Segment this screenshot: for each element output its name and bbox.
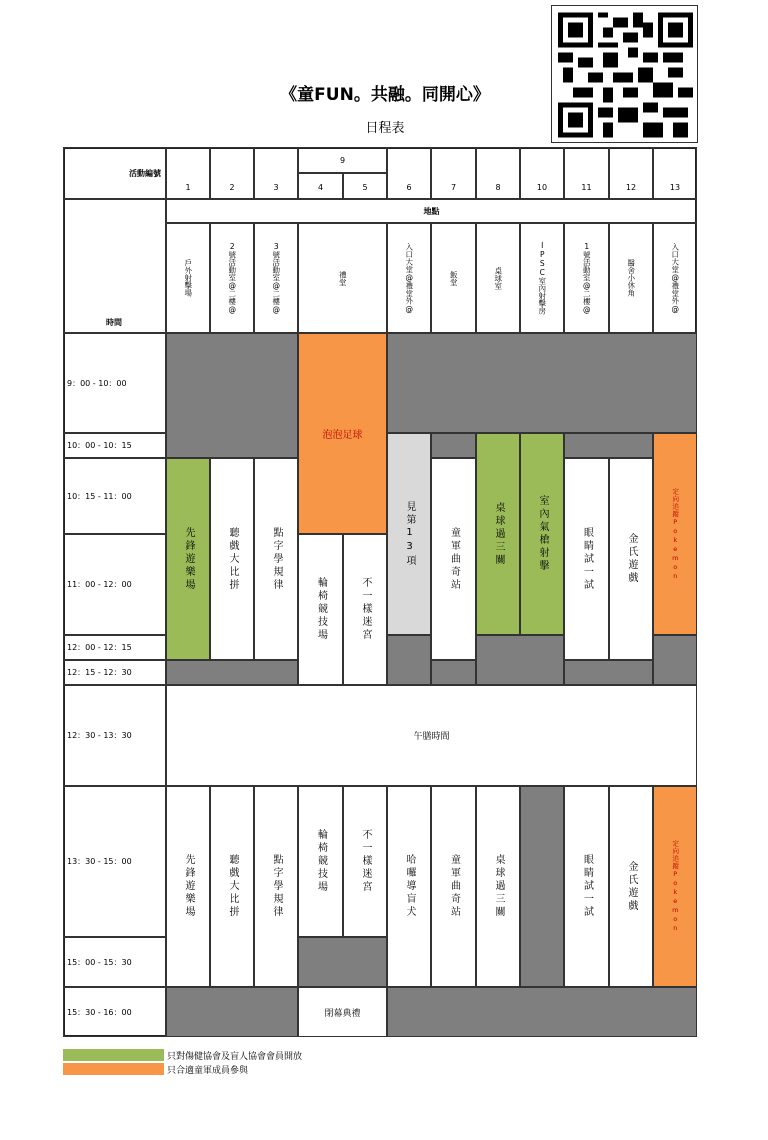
activity-guide-dog[interactable]	[387, 786, 431, 987]
activity-label: 定向追蹤Pokemon	[671, 487, 680, 581]
activity-label: 點字學規律	[271, 526, 282, 592]
activity-game-contest[interactable]	[210, 458, 254, 660]
time-slot: 15：30 - 16：00	[63, 987, 166, 1037]
location-label: 1號活動室@二樓@	[582, 242, 592, 314]
time-slot: 11：00 - 12：00	[63, 534, 166, 635]
page-subtitle: 日程表	[365, 121, 405, 136]
activity-eye-test[interactable]	[564, 458, 609, 660]
location-col-3	[254, 223, 298, 333]
col-header-8: 8	[476, 147, 520, 199]
activity-kim-game[interactable]	[609, 458, 653, 660]
location-label: 入口大堂@禮堂外@	[404, 242, 414, 314]
activity-closing[interactable]	[298, 987, 387, 1037]
unavailable-block	[166, 987, 298, 1037]
activity-eye-test-pm[interactable]	[564, 786, 609, 987]
time-slot: 15：00 - 15：30	[63, 937, 166, 987]
activity-label: 午膳時間	[413, 732, 450, 742]
page-title: 《童FUN。共融。同開心》	[280, 85, 490, 105]
lunch-block	[166, 685, 697, 786]
activity-maze-pm[interactable]	[343, 786, 387, 937]
time-slot: 12：30 - 13：30	[63, 685, 166, 786]
activity-label: 不一樣迷宮	[360, 577, 371, 642]
location-label: 2號活動室@二樓@	[227, 242, 237, 314]
unavailable-block	[387, 635, 431, 685]
activity-label: 先鋒遊樂場	[183, 854, 194, 919]
location-label: IPSC室內射擊房	[537, 241, 547, 315]
unavailable-block	[564, 660, 653, 685]
activity-pioneer-park[interactable]	[166, 458, 210, 660]
activity-label: 金氏遊戲	[626, 533, 637, 585]
unavailable-block	[166, 333, 298, 458]
unavailable-block	[387, 333, 697, 433]
activity-table-tennis[interactable]	[476, 433, 520, 635]
time-slot: 13：30 - 15：00	[63, 786, 166, 937]
unavailable-block	[476, 635, 564, 685]
activity-pokemon[interactable]	[653, 433, 697, 635]
activity-air-gun[interactable]	[520, 433, 564, 635]
time-slot: 12：15 - 12：30	[63, 660, 166, 685]
time-label: 時間	[106, 318, 122, 327]
activity-label: 聽戲大比拼	[227, 526, 238, 592]
col-header-1: 1	[166, 147, 210, 199]
location-label: 飯堂	[449, 270, 459, 286]
activity-no-header	[63, 147, 166, 199]
col-header-5: 5	[343, 173, 387, 199]
time-slot: 12：00 - 12：15	[63, 635, 166, 660]
activity-see-13[interactable]	[387, 433, 431, 635]
location-col-4-5	[298, 223, 387, 333]
activity-braille-pm[interactable]	[254, 786, 298, 987]
activity-tongjun-station-pm[interactable]	[431, 786, 476, 987]
activity-pioneer-park-pm[interactable]	[166, 786, 210, 987]
unavailable-block	[431, 660, 476, 685]
activity-pokemon-pm[interactable]	[653, 786, 697, 987]
location-col-10	[520, 223, 564, 333]
location-label: 戶外射擊場	[183, 259, 193, 297]
col-header-11: 11	[564, 147, 609, 199]
activity-wheelchair[interactable]	[298, 534, 343, 685]
col-header-2: 2	[210, 147, 254, 199]
activity-label: 童軍曲奇站	[448, 854, 460, 919]
activity-label: 閉幕典禮	[324, 1008, 361, 1019]
col-header-3: 3	[254, 147, 298, 199]
col-header-12: 12	[609, 147, 653, 199]
activity-label: 不一樣迷宮	[360, 829, 371, 894]
col-header-7: 7	[431, 147, 476, 199]
time-header	[63, 199, 166, 333]
col-header-4: 4	[298, 173, 343, 199]
unavailable-block	[520, 786, 564, 987]
activity-label: 眼睛試一試	[581, 854, 593, 919]
activity-label: 輪椅競技場	[315, 577, 327, 642]
legend-orange-text: 只合適童軍成員參與	[167, 1066, 249, 1076]
activity-tongjun-station[interactable]	[431, 458, 476, 660]
location-col-7	[431, 223, 476, 333]
activity-label: 輪椅競技場	[315, 829, 327, 894]
legend-green-text: 只對傷健協會及盲人協會會員開放	[167, 1052, 303, 1062]
activity-label: 先鋒遊樂場	[183, 526, 194, 592]
legend-orange-swatch	[63, 1063, 164, 1075]
location-col-6	[387, 223, 431, 333]
activity-no-label: 活動編號	[129, 169, 161, 178]
location-label: 禮堂	[338, 270, 348, 286]
activity-label: 桌球過三關	[493, 501, 504, 567]
time-slot: 10：15 - 11：00	[63, 458, 166, 534]
activity-label: 桌球過三關	[493, 854, 504, 919]
location-col-13	[653, 223, 697, 333]
location-label: 醫舍小休角	[626, 259, 636, 297]
unavailable-block	[387, 987, 697, 1037]
unavailable-block	[431, 433, 476, 458]
activity-label: 聽戲大比拼	[227, 854, 238, 919]
unavailable-block	[166, 660, 298, 685]
col-header-13: 13	[653, 147, 697, 199]
activity-label: 室內氣槍射擊	[537, 495, 548, 573]
location-col-1	[166, 223, 210, 333]
location-col-2	[210, 223, 254, 333]
location-header: 地點	[166, 199, 697, 223]
location-col-12	[609, 223, 653, 333]
unavailable-block	[298, 937, 387, 987]
location-col-11	[564, 223, 609, 333]
activity-wheelchair-pm[interactable]	[298, 786, 343, 937]
activity-label: 見第13項	[404, 500, 415, 568]
col-header-10: 10	[520, 147, 564, 199]
unavailable-block	[653, 635, 697, 685]
legend-green-swatch	[63, 1049, 164, 1061]
activity-label: 點字學規律	[271, 854, 282, 919]
activity-braille[interactable]	[254, 458, 298, 660]
unavailable-block	[564, 433, 653, 458]
activity-label: 童軍曲奇站	[448, 526, 460, 592]
activity-bubble-soccer[interactable]	[298, 333, 387, 534]
activity-label: 眼睛試一試	[581, 526, 593, 592]
time-slot: 10：00 - 10：15	[63, 433, 166, 458]
activity-label: 哈囉導盲犬	[404, 854, 415, 919]
activity-maze[interactable]	[343, 534, 387, 685]
time-slot: 9：00 - 10：00	[63, 333, 166, 433]
col-header-group-9: 9	[298, 147, 387, 173]
activity-label: 泡泡足球	[322, 430, 363, 441]
activity-table-tennis-pm[interactable]	[476, 786, 520, 987]
location-col-8	[476, 223, 520, 333]
activity-label: 定向追蹤Pokemon	[671, 840, 680, 933]
location-label: 入口大堂@禮堂外@	[670, 242, 680, 314]
col-header-6: 6	[387, 147, 431, 199]
location-label: 桌球室	[493, 266, 503, 290]
activity-kim-game-pm[interactable]	[609, 786, 653, 987]
activity-label: 金氏遊戲	[626, 860, 637, 913]
activity-game-contest-pm[interactable]	[210, 786, 254, 987]
location-label: 3號活動室@二樓@	[271, 242, 281, 314]
